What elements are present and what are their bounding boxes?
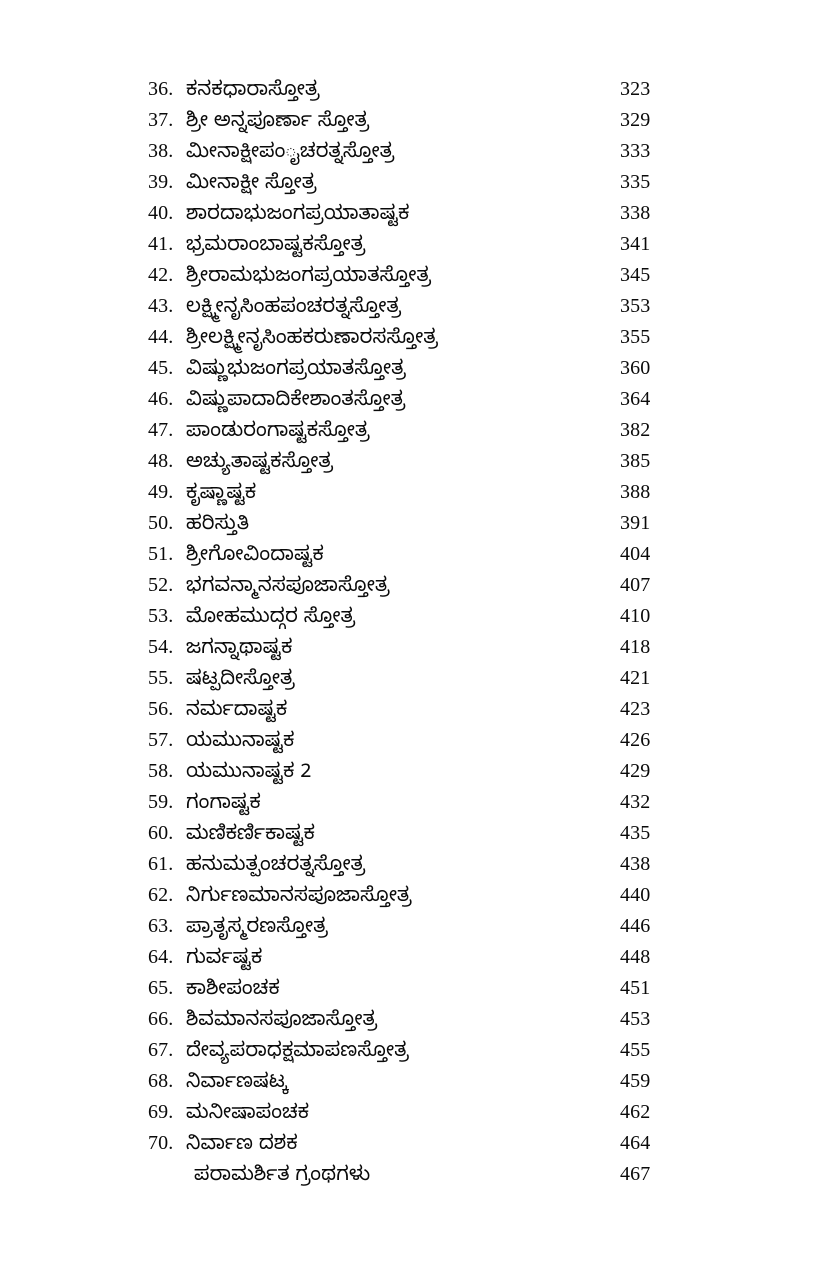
toc-entry-page-number: 459 (620, 1070, 651, 1092)
toc-entry-number: 70. (148, 1132, 174, 1154)
toc-entry (148, 74, 678, 105)
toc-entry-title: ಹರಿಸ್ತುತಿ (186, 513, 250, 540)
toc-entry (148, 167, 678, 198)
toc-entry-number: 36. (148, 78, 174, 100)
toc-entry-title: ಪ್ರಾತೃಸ್ಮರಣಸ್ತೋತ್ರ (186, 916, 329, 943)
toc-entry (148, 1159, 678, 1190)
toc-entry-page-number: 464 (620, 1132, 651, 1154)
toc-entry (148, 942, 678, 973)
toc-entry-number: 62. (148, 884, 174, 906)
toc-entry-title: ನಿರ್ವಾಣಷಟ್ಕ (186, 1071, 289, 1098)
toc-entry (148, 601, 678, 632)
toc-entry (148, 818, 678, 849)
toc-entry-page-number: 418 (620, 636, 651, 658)
toc-entry-page-number: 388 (620, 481, 651, 503)
toc-entry-page-number: 448 (620, 946, 651, 968)
toc-entry-page-number: 338 (620, 202, 651, 224)
toc-entry (148, 260, 678, 291)
toc-entry (148, 880, 678, 911)
toc-entry-page-number: 410 (620, 605, 651, 627)
toc-entry-title: ಪಾಂಡುರಂಗಾಷ್ಟಕಸ್ತೋತ್ರ (186, 420, 370, 447)
toc-entry (148, 1035, 678, 1066)
toc-entry-page-number: 404 (620, 543, 651, 565)
toc-entry-page-number: 341 (620, 233, 651, 255)
toc-entry-title: ಗುರ್ವಷ್ಟಕ (186, 947, 263, 974)
toc-entry (148, 353, 678, 384)
toc-entry-page-number: 355 (620, 326, 651, 348)
toc-entry (148, 1066, 678, 1097)
toc-entry-title: ಶಾರದಾಭುಜಂಗಪ್ರಯಾತಾಷ್ಟಕ (186, 203, 410, 230)
toc-entry-page-number: 455 (620, 1039, 651, 1061)
toc-entry-title: ಲಕ್ಷ್ಮೀನೃಸಿಂಹಪಂಚರತ್ನಸ್ತೋತ್ರ (186, 296, 402, 323)
toc-entry (148, 446, 678, 477)
toc-entry-title: ಮೀನಾಕ್ಷೀಪಂೖಚರತ್ನಸ್ತೋತ್ರ (186, 141, 395, 168)
toc-entry-page-number: 462 (620, 1101, 651, 1123)
toc-entry (148, 291, 678, 322)
toc-entry-number: 59. (148, 791, 174, 813)
toc-entry-page-number: 353 (620, 295, 651, 317)
toc-entry-title: ಗಂಗಾಷ್ಟಕ (186, 792, 261, 819)
toc-entry-number: 54. (148, 636, 174, 658)
toc-entry-page-number: 364 (620, 388, 651, 410)
toc-entry-title: ನರ್ಮದಾಷ್ಟಕ (186, 699, 288, 726)
toc-entry-page-number: 451 (620, 977, 651, 999)
toc-entry (148, 632, 678, 663)
toc-entry-number: 41. (148, 233, 174, 255)
toc-entry-page-number: 335 (620, 171, 651, 193)
toc-entry (148, 725, 678, 756)
toc-entry-title: ಭಗವನ್ಮಾನಸಪೂಜಾಸ್ತೋತ್ರ (186, 575, 390, 602)
toc-entry-page-number: 438 (620, 853, 651, 875)
toc-entry-page-number: 429 (620, 760, 651, 782)
toc-entry (148, 384, 678, 415)
toc-entry (148, 105, 678, 136)
toc-entry (148, 1004, 678, 1035)
toc-entry-number: 68. (148, 1070, 174, 1092)
toc-entry-number: 40. (148, 202, 174, 224)
toc-entry-title: ವಿಷ್ಣುಭುಜಂಗಪ್ರಯಾತಸ್ತೋತ್ರ (186, 358, 407, 385)
toc-entry-title: ದೇವ್ಯಪರಾಧಕ್ಷಮಾಪಣಸ್ತೋತ್ರ (186, 1040, 410, 1067)
toc-entry-number: 44. (148, 326, 174, 348)
toc-entry (148, 787, 678, 818)
toc-entry-title: ಶಿವಮಾನಸಪೂಜಾಸ್ತೋತ್ರ (186, 1009, 378, 1036)
toc-entry-title: ಯಮುನಾಷ್ಟಕ (186, 730, 295, 757)
toc-entry-title: ಕೃಷ್ಣಾಷ್ಟಕ (186, 482, 257, 509)
toc-entry (148, 663, 678, 694)
toc-entry-page-number: 446 (620, 915, 651, 937)
toc-entry (148, 1128, 678, 1159)
toc-entry-number: 55. (148, 667, 174, 689)
toc-entry-number: 57. (148, 729, 174, 751)
toc-entry-page-number: 421 (620, 667, 651, 689)
toc-entry (148, 415, 678, 446)
toc-entry-title: ನಿರ್ವಾಣ ದಶಕ (186, 1133, 298, 1160)
toc-entry-title: ಹನುಮತ್ಪಂಚರತ್ನಸ್ತೋತ್ರ (186, 854, 366, 881)
toc-entry-page-number: 323 (620, 78, 651, 100)
toc-entry (148, 136, 678, 167)
toc-entry-title: ಭ್ರಮರಾಂಬಾಷ್ಟಕಸ್ತೋತ್ರ (186, 234, 366, 261)
toc-entry-number: 67. (148, 1039, 174, 1061)
toc-entry-number: 66. (148, 1008, 174, 1030)
toc-entry-title: ಮೀನಾಕ್ಷೀ ಸ್ತೋತ್ರ (186, 172, 317, 199)
toc-entry-title: ಶ್ರೀ ಅನ್ನಪೂರ್ಣಾ ಸ್ತೋತ್ರ (186, 110, 370, 137)
toc-entry-number: 49. (148, 481, 174, 503)
toc-entry-page-number: 407 (620, 574, 651, 596)
toc-entry-title: ಷಟ್ಪದೀಸ್ತೋತ್ರ (186, 668, 295, 695)
toc-entry (148, 756, 678, 787)
toc-entry (148, 911, 678, 942)
toc-entry-page-number: 435 (620, 822, 651, 844)
toc-entry-title: ನಿರ್ಗುಣಮಾನಸಪೂಜಾಸ್ತೋತ್ರ (186, 885, 412, 912)
toc-entry-page-number: 360 (620, 357, 651, 379)
toc-entry-number: 43. (148, 295, 174, 317)
toc-entry-page-number: 423 (620, 698, 651, 720)
toc-entry-page-number: 440 (620, 884, 651, 906)
toc-entry-number: 53. (148, 605, 174, 627)
toc-entry (148, 973, 678, 1004)
toc-entry (148, 508, 678, 539)
toc-entry-page-number: 333 (620, 140, 651, 162)
toc-entry-title: ಯಮುನಾಷ್ಟಕ 2 (186, 761, 312, 788)
toc-entry-number: 42. (148, 264, 174, 286)
toc-entry (148, 198, 678, 229)
toc-entry-title: ಕಾಶೀಪಂಚಕ (186, 978, 280, 1005)
toc-entry-number: 61. (148, 853, 174, 875)
toc-entry-title: ಜಗನ್ನಾಥಾಷ್ಟಕ (186, 637, 293, 664)
toc-entry-number: 60. (148, 822, 174, 844)
toc-entry-number: 39. (148, 171, 174, 193)
toc-entry-page-number: 382 (620, 419, 651, 441)
toc-entry (148, 849, 678, 880)
toc-entry (148, 1097, 678, 1128)
toc-entry-title: ಮನೀಷಾಪಂಚಕ (186, 1102, 310, 1129)
toc-entry-page-number: 453 (620, 1008, 651, 1030)
toc-entry-page-number: 432 (620, 791, 651, 813)
toc-entry-number: 58. (148, 760, 174, 782)
toc-entry-number: 65. (148, 977, 174, 999)
toc-entry-number: 63. (148, 915, 174, 937)
toc-entry-title: ಕನಕಧಾರಾಸ್ತೋತ್ರ (186, 79, 320, 106)
toc-entry-number: 38. (148, 140, 174, 162)
toc-entry-page-number: 467 (620, 1163, 651, 1185)
toc-entry-page-number: 391 (620, 512, 651, 534)
toc-entry-number: 48. (148, 450, 174, 472)
toc-entry (148, 694, 678, 725)
toc-entry-page-number: 329 (620, 109, 651, 131)
toc-entry-title: ಅಚ್ಯುತಾಷ್ಟಕಸ್ತೋತ್ರ (186, 451, 334, 478)
toc-entry-number: 64. (148, 946, 174, 968)
toc-entry-number: 51. (148, 543, 174, 565)
toc-entry-page-number: 426 (620, 729, 651, 751)
toc-entry-page-number: 345 (620, 264, 651, 286)
toc-entry-title: ಶ್ರೀಗೋವಿಂದಾಷ್ಟಕ (186, 544, 324, 571)
toc-entry-number: 46. (148, 388, 174, 410)
toc-entry-page-number: 385 (620, 450, 651, 472)
toc-entry-number: 50. (148, 512, 174, 534)
toc-entry-title: ಶ್ರೀಲಕ್ಷ್ಮೀನೃಸಿಂಹಕರುಣಾರಸಸ್ತೋತ್ರ (186, 327, 439, 354)
toc-entry-title: ಮೋಹಮುದ್ಗರ ಸ್ತೋತ್ರ (186, 606, 356, 633)
toc-entry-title: ಮಣಿಕರ್ಣಿಕಾಷ್ಟಕ (186, 823, 315, 850)
toc-entry-number: 45. (148, 357, 174, 379)
toc-entry-number: 52. (148, 574, 174, 596)
toc-entry (148, 570, 678, 601)
toc-entry-number: 47. (148, 419, 174, 441)
toc-entry-number: 56. (148, 698, 174, 720)
toc-entry-title: ವಿಷ್ಣುಪಾದಾದಿಕೇಶಾಂತಸ್ತೋತ್ರ (186, 389, 406, 416)
toc-entry-title: ಶ್ರೀರಾಮಭುಜಂಗಪ್ರಯಾತಸ್ತೋತ್ರ (186, 265, 432, 292)
toc-entry (148, 477, 678, 508)
toc-entry (148, 322, 678, 353)
toc-entry-number: 37. (148, 109, 174, 131)
toc-entry-list (148, 74, 678, 1190)
toc-entry-title: ಪರಾಮರ್ಶಿತ ಗ್ರಂಥಗಳು (194, 1164, 371, 1191)
toc-entry (148, 539, 678, 570)
toc-entry-number: 69. (148, 1101, 174, 1123)
toc-entry (148, 229, 678, 260)
